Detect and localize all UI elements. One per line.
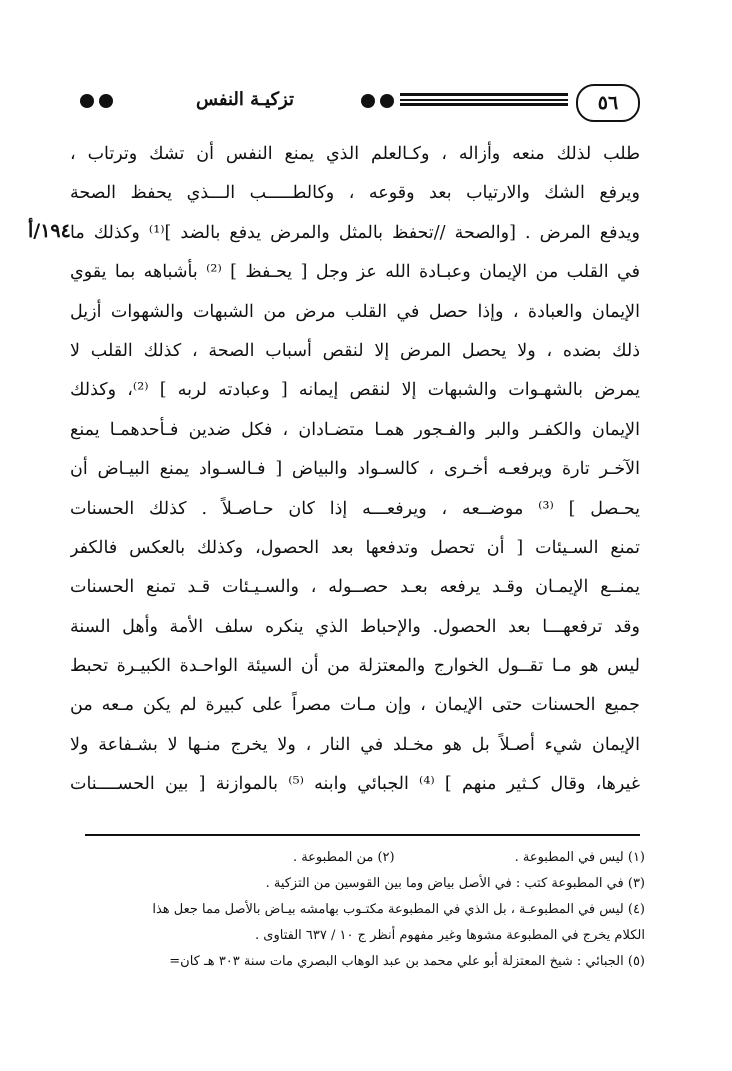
text-line: غيرها، وقال كـثير منهم ] ⁽⁴⁾ الجبائي وابنه ⁽⁵⁾ بالموازنة [ بين الحســــنات <box>70 774 640 795</box>
footnotes <box>70 845 645 975</box>
footnote-3: (٣) في المطبوعة كتب : في الأصل بياض وما بين القوسين من التزكية . <box>265 876 645 891</box>
rule-line <box>400 103 568 106</box>
header-decorative-rule <box>400 93 568 107</box>
footnote-row <box>70 845 645 871</box>
text-line: الآخـر تارة ويرفعـه أخـرى ، كالسـواد والبياض [ فـالسـواد يمنع البيـاض أن <box>70 459 640 480</box>
ornament-dot-icon <box>99 94 113 108</box>
footnote-separator <box>85 834 640 836</box>
text-line: طلب لذلك منعه وأزاله ، وكـالعلم الذي يمنع النفس أن تشك وترتاب ، <box>70 144 640 164</box>
page-header <box>80 84 640 124</box>
rule-line <box>400 93 568 96</box>
ornament-dot-icon <box>380 94 394 108</box>
text-line: الإيمان والكفـر والبر والفـجور همـا متضـادان ، فكل ضدين فـأحدهمـا يمنع <box>70 419 640 440</box>
text-line: ويدفع المرض . [والصحة //تحفظ بالمثل والمرض يدفع بالضد ]⁽¹⁾ وكذلك ما <box>70 222 640 243</box>
text-line: الإيمان والعبادة ، وإذا حصل في القلب مرض من الشبهات والشهوات أزيل <box>70 301 640 322</box>
text-line: ذلك بضده ، ولا يحصل المرض إلا لنقص أسباب الصحة ، كذلك القلب لا <box>70 340 640 361</box>
text-line: ليس هو مـا تقــول الخوارج والمعتزلة من أن السيئة الواحـدة الكبيـرة تحبط <box>70 656 640 677</box>
text-line: يمرض بالشهـوات والشبهات إلا لنقص إيمانه [ وعبادته لربه ] ⁽²⁾، وكذلك <box>70 380 640 401</box>
footnote-4-continued: الكلام يخرج في المطبوعة مشوها وغير مفهوم أنظر ج ١٠ / ٦٣٧ الفتاوى . <box>255 928 645 943</box>
text-line: جميع الحسنات حتى الإيمان ، وإن مـات مصراً على كبيرة لم يكن مـعه من <box>70 695 640 716</box>
footnote-4: (٤) ليس في المطبوعـة ، بل الذي في المطبوعة مكتـوب بهامشه بيـاض بالأصل مما جعل هذا <box>152 902 645 917</box>
footnote-2: (٢) من المطبوعة . <box>292 850 395 865</box>
text-line: يحـصل ] ⁽³⁾ موضــعه ، ويرفعـــه إذا كان حـاصـلاً . كذلك الحسنات <box>70 498 640 519</box>
header-ornament-dots <box>361 94 394 108</box>
ornament-dot-icon <box>80 94 94 108</box>
header-ornament-dots <box>80 94 113 108</box>
footnote-1: (١) ليس في المطبوعة . <box>514 850 645 865</box>
footnote-5: (٥) الجبائي : شيخ المعتزلة أبو علي محمد بن عبد الوهاب البصري مات سنة ٣٠٣ هـ كان= <box>169 954 645 969</box>
text-line: الإيمان شيء أصـلاً بل هو مخـلد في النار ، ولا يخرج منـها لا بشـفاعة ولا <box>70 734 640 755</box>
manuscript-folio-marker: ١٩٤/أ <box>28 220 71 242</box>
text-line: ويرفع الشك والارتياب بعد وقوعه ، وكالطـــــب الـــذي يحفظ الصحة <box>70 183 640 204</box>
text-line: يمنــع الإيمـان وقـد يرفعه بعـد حصــوله ، والسـيـئات قـد تمنع الحسنات <box>70 577 640 598</box>
rule-line <box>400 99 568 101</box>
running-title: تزكيـة النفس <box>195 89 295 110</box>
page-number: ٥٦ <box>576 84 640 122</box>
body-text <box>70 135 640 805</box>
text-line: في القلب من الإيمان وعبـادة الله عز وجل [ يحـفظ ] ⁽²⁾ بأشباهه بما يقوي <box>70 262 640 283</box>
text-line: تمنع السـيئات [ أن تحصل وتدفعها بعد الحصول، وكذلك بالعكس فالكفر <box>70 537 640 558</box>
text-line: وقد ترفعهـــا بعد الحصول. والإحباط الذي ينكره سلف الأمة وأهل السنة <box>70 616 640 637</box>
ornament-dot-icon <box>361 94 375 108</box>
